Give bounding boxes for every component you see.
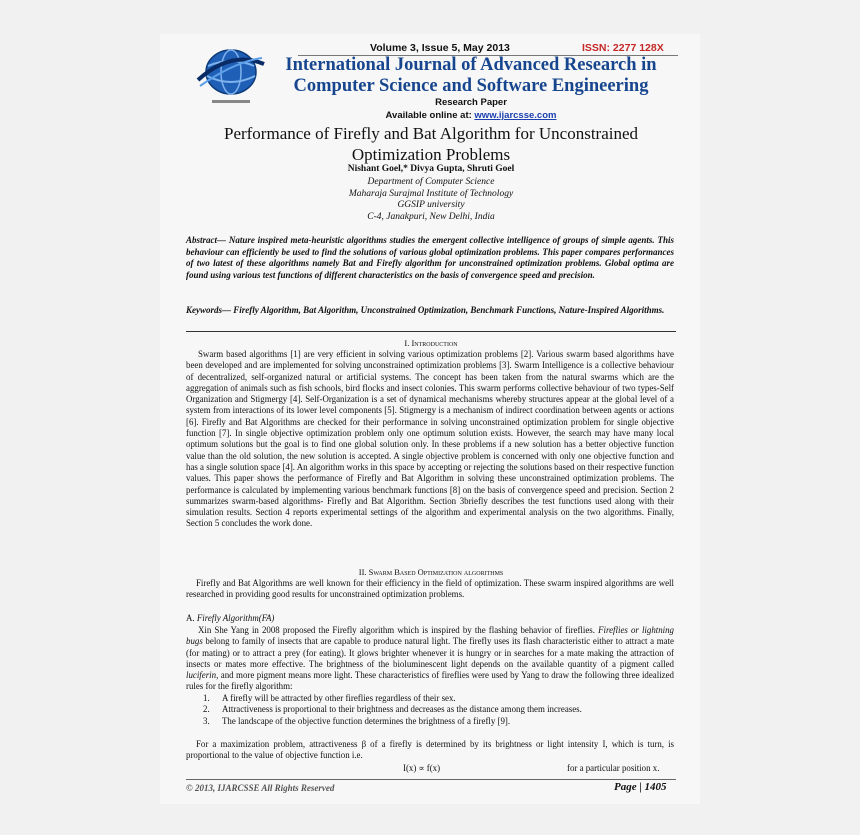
luciferin-term: luciferin [186,670,217,681]
list-item-text: The landscape of the objective function determines the brightness of a firefly [9]. [222,715,511,726]
firefly-text-italic: Fireflies or lightning bugs [186,625,674,647]
list-item-number: 3. [203,715,210,726]
journal-title-line1: International Journal of Advanced Research in [285,55,657,75]
firefly-rules-list [203,693,673,727]
affiliation-line: GGSIP university [397,200,465,210]
available-online [270,110,672,121]
list-item-text: A firefly will be attracted by other fireflies regardless of their sex. [222,693,456,703]
section-2-title: Swarm Based Optimization algorithms [368,567,504,577]
volume-issue: Volume 3, Issue 5, May 2013 [370,42,510,54]
copyright: © 2013, IJARCSSE All Rights Reserved [186,783,335,793]
subsection-a-label: A. [186,613,197,623]
proportionality-formula: I(x) ∝ f(x) [403,763,441,773]
firefly-paragraph [186,625,674,693]
keywords: Keywords— Firefly Algorithm, Bat Algorithm, Unconstrained Optimization, Benchmark Functions, Nature-Inspired Algorithms. [186,305,665,315]
authors: Nishant Goel,* Divya Gupta, Shruti Goel [347,164,515,174]
footer-rule [186,779,676,780]
list-item [203,693,673,704]
formula-note: for a particular position x. [567,763,660,773]
section-2-paragraph: Firefly and Bat Algorithms are well known for their efficiency in the field of optimization. These swarm inspired algorithms are well researched in providing good results for unconstrained optimization problems. [186,578,674,600]
firefly-text: , and more pigment means more light. These characteristics of fireflies were used by Yang to draw the following three idealized rules for the firefly algorithm: [186,670,674,692]
subsection-a-heading [186,613,274,623]
maximization-paragraph: For a maximization problem, attractiveness β of a firefly is determined by its brightness or light intensity I, which is turn, is proportional to the value of objective function i.e. [186,739,674,761]
journal-title-line2: Computer Science and Software Engineering [293,76,649,96]
list-item-number: 1. [203,693,210,703]
list-item [203,704,673,715]
issn: ISSN: 2277 128X [582,42,664,54]
journal-title [270,55,672,97]
page-number [614,781,667,793]
affiliation [186,177,676,223]
list-item [203,716,673,727]
paper-title-line1: Performance of Firefly and Bat Algorithm for Unconstrained [223,124,639,143]
available-label: Available online at: [385,110,475,121]
subsection-a-title: Firefly Algorithm(FA) [196,613,275,623]
section-1-heading [186,338,676,348]
affiliation-line: C-4, Janakpuri, New Delhi, India [367,211,495,222]
journal-url-link[interactable]: www.ijarcsse.com [474,110,557,121]
paper-type: Research Paper [435,97,507,108]
list-item-number: 2. [203,704,210,715]
introduction-paragraph: Swarm based algorithms [1] are very efficient in solving various optimization problems [2]. Various swarm based algorithms have been developed and are implemented for solving unconstrained optimization problems [3]. Swarm Intelligence is a collective behaviour of decentralized, self-organized natural or artificial systems. The concept has been taken from the natural swarms which are the aggregation of animals such as fish schools, bird flocks and insect colonies. This swarm performs collective behaviour of two types-Self Organization and Stigmergy [4]. Self-Organization is a set of dynamical mechanisms whereby structures appear at the global level of a system from interactions of its lower level components [5]. Stigmergy is a mechanism of indirect coordination between agents or actions [6]. Firefly and Bat Algorithms are checked for their performance in solving unconstrained optimization problem for single objective function [7]. In single objective optimization problem only one optimum solution exists. However, the search may have many local optimum solutions but the goal is to find one global solution only. In these problems if a new solution has a better objective function value than the old solution, the new solution is accepted. A single objective problem is concerned with only one objective function and has a single solution space [4]. An algorithm works in this space by accepting or rejecting the solutions based on their respective function values. This paper shows the performance of Firefly and Bat Algorithm in solving these unconstrained optimization problems. The performance is calculated by implementing various benchmark functions [8] on the basis of convergence speed and precision. Section 2 summarizes swarm-based algorithms- Firefly and Bat Algorithm. Section 3briefly describes the test functions used along with their simulation results. Section 4 reports experimental settings of the algorithm and experimental analysis on the two algorithms. Finally, Section 5 concludes the work done. [186,349,674,529]
affiliation-line: Department of Computer Science [367,177,495,187]
paper-title-line2: Optimization Problems [351,145,511,164]
paper-title [186,123,676,165]
list-item-text: Attractiveness is proportional to their brightness and decreases as the distance among them increases. [222,704,582,715]
section-1-title: Introduction [411,338,458,348]
journal-globe-logo [196,44,266,106]
section-rule [186,331,676,332]
page-number-value: 1405 [644,781,667,793]
page-label: Page | [614,781,645,793]
affiliation-line: Maharaja Surajmal Institute of Technology [348,188,514,199]
section-1-number: I. [404,338,410,348]
abstract: Abstract— Nature inspired meta-heuristic algorithms studies the emergent collective intelligence of groups of simple agents. This behaviour can efficiently be used to find the solutions of various global optimization problems. This paper compares performances of two latest of these algorithms namely Bat and Firefly algorithm for unconstrained optimization problems. Global optima are found using various test functions of different characteristics on the basis of convergence speed and precision. [186,235,674,280]
firefly-text: belong to family of insects that are capable to produce natural light. The firefly uses its flash characteristic either to attract a mate (for mating) or to attract a prey (for eating). It glows brighter whenever it is hungry or in searches for a mate making the attraction of insects or mates more effective. The brightness of the bioluminescent light depends on the available quantity of a pigment called [186,636,674,669]
section-2-number: II. [358,567,367,577]
firefly-text: Xin She Yang in 2008 proposed the Firefly algorithm which is inspired by the flashing behavior of fireflies. [198,625,599,635]
section-2-heading [186,567,676,577]
